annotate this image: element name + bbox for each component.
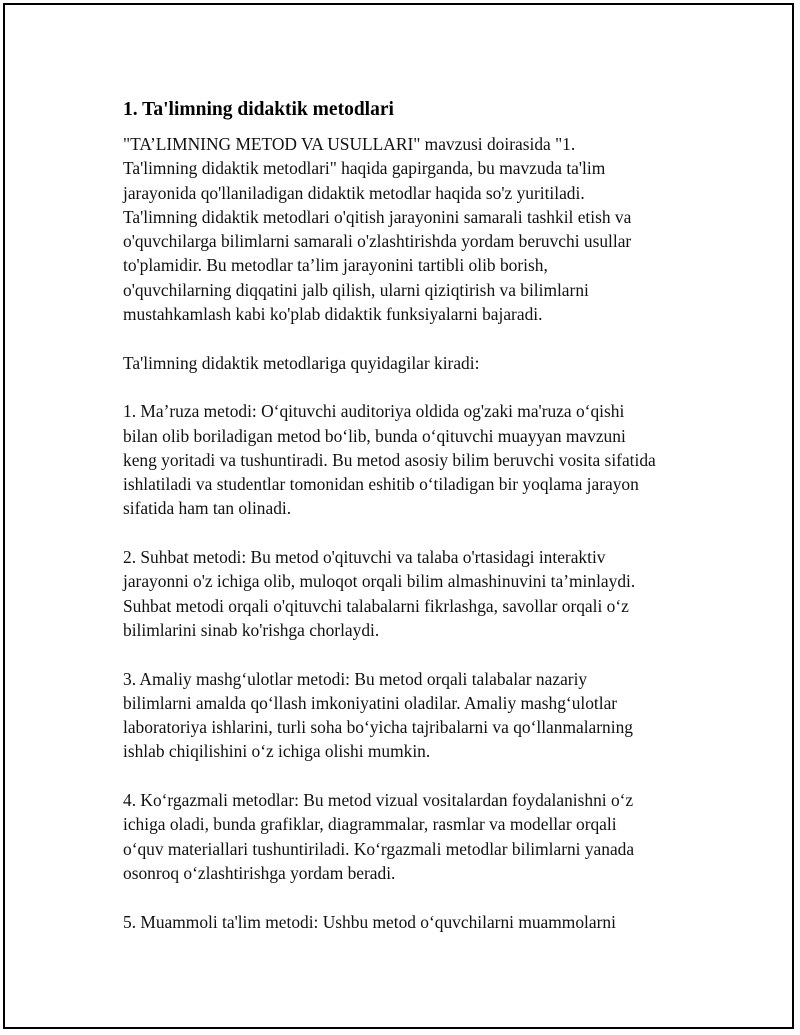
paragraph-gap: [123, 764, 693, 788]
text-line: "TA’LIMNING METOD VA USULLARI" mavzusi doirasida "1.: [123, 134, 576, 154]
text-line: sifatida ham tan olinadi.: [123, 498, 292, 519]
text-line: Ta'limning didaktik metodlari" haqida gapirganda, bu mavzuda ta'lim: [123, 158, 606, 179]
text-line: Ta'limning didaktik metodlari o'qitish jarayonini samarali tashkil etish va: [123, 206, 632, 227]
text-line: keng yoritadi va tushuntiradi. Bu metod asosiy bilim beruvchi vosita sifatida: [123, 449, 656, 470]
text-line: Ta'limning didaktik metodlariga quyidagilar kiradi:: [123, 352, 480, 373]
text-line: ishlab chiqilishini o‘z ichiga olishi mumkin.: [123, 741, 431, 762]
text-line: 1. Ma’ruza metodi: O‘qituvchi auditoriya oldida og'zaki ma'ruza o‘qishi: [123, 401, 625, 422]
text-line: o'quvchilarga bilimlarni samarali o'zlashtirishda yordam beruvchi usullar: [123, 231, 632, 252]
text-line: bilan olib boriladigan metod bo‘lib, bunda o‘qituvchi muayyan mavzuni: [123, 425, 626, 446]
text-line: o'quvchilarning diqqatini jalb qilish, ularni qiziqtirish va bilimlarni: [123, 279, 589, 300]
text-line: mustahkamlash kabi ko'plab didaktik funksiyalarni bajaradi.: [123, 304, 543, 325]
page-frame: [3, 3, 794, 1029]
text-line: 2. Suhbat metodi: Bu metod o'qituvchi va talaba o'rtasidagi interaktiv: [123, 547, 606, 568]
text-line: Suhbat metodi orqali o'qituvchi talabalarni fikrlashga, savollar orqali o‘z: [123, 595, 629, 616]
text-line: 3. Amaliy mashg‘ulotlar metodi: Bu metod orqali talabalar nazariy: [123, 668, 588, 689]
text-line: jarayonni o'z ichiga olib, muloqot orqali bilim almashinuvini ta’minlaydi.: [123, 571, 636, 592]
document-content: [123, 97, 693, 934]
paragraph-gap: [123, 521, 693, 545]
text-line: osonroq o‘zlashtirishga yordam beradi.: [123, 862, 396, 883]
text-line: bilimlarini sinab ko'rishga chorlaydi.: [123, 619, 380, 640]
text-line: ishlatiladi va studentlar tomonidan eshitib o‘tiladigan bir yoqlama jarayon: [123, 474, 639, 495]
section-heading: 1. Ta'limning didaktik metodlari: [123, 99, 394, 120]
paragraph-gap: [123, 642, 693, 666]
text-line: jarayonida qo'llaniladigan didaktik metodlar haqida so'z yuritiladi.: [123, 182, 585, 203]
paragraph-gap: [123, 885, 693, 909]
paragraph-gap: [123, 326, 693, 350]
paragraph-gap: [123, 375, 693, 399]
text-line: to'plamidir. Bu metodlar ta’lim jarayonini tartibli olib borish,: [123, 255, 548, 276]
text-line: laboratoriya ishlarini, turli soha bo‘yicha tajribalarni va qo‘llanmalarning: [123, 717, 633, 738]
text-line: 4. Ko‘rgazmali metodlar: Bu metod vizual vositalardan foydalanishni o‘z: [123, 790, 634, 811]
text-line: 5. Muammoli ta'lim metodi: Ushbu metod o‘quvchilarni muammolarni: [123, 911, 616, 932]
text-line: bilimlarni amalda qo‘llash imkoniyatini oladilar. Amaliy mashg‘ulotlar: [123, 692, 618, 713]
text-line: o‘quv materiallari tushuntiriladi. Ko‘rgazmali metodlar bilimlarni yanada: [123, 838, 635, 859]
text-line: ichiga oladi, bunda grafiklar, diagrammalar, rasmlar va modellar orqali: [123, 814, 617, 835]
body-text: [123, 132, 693, 934]
